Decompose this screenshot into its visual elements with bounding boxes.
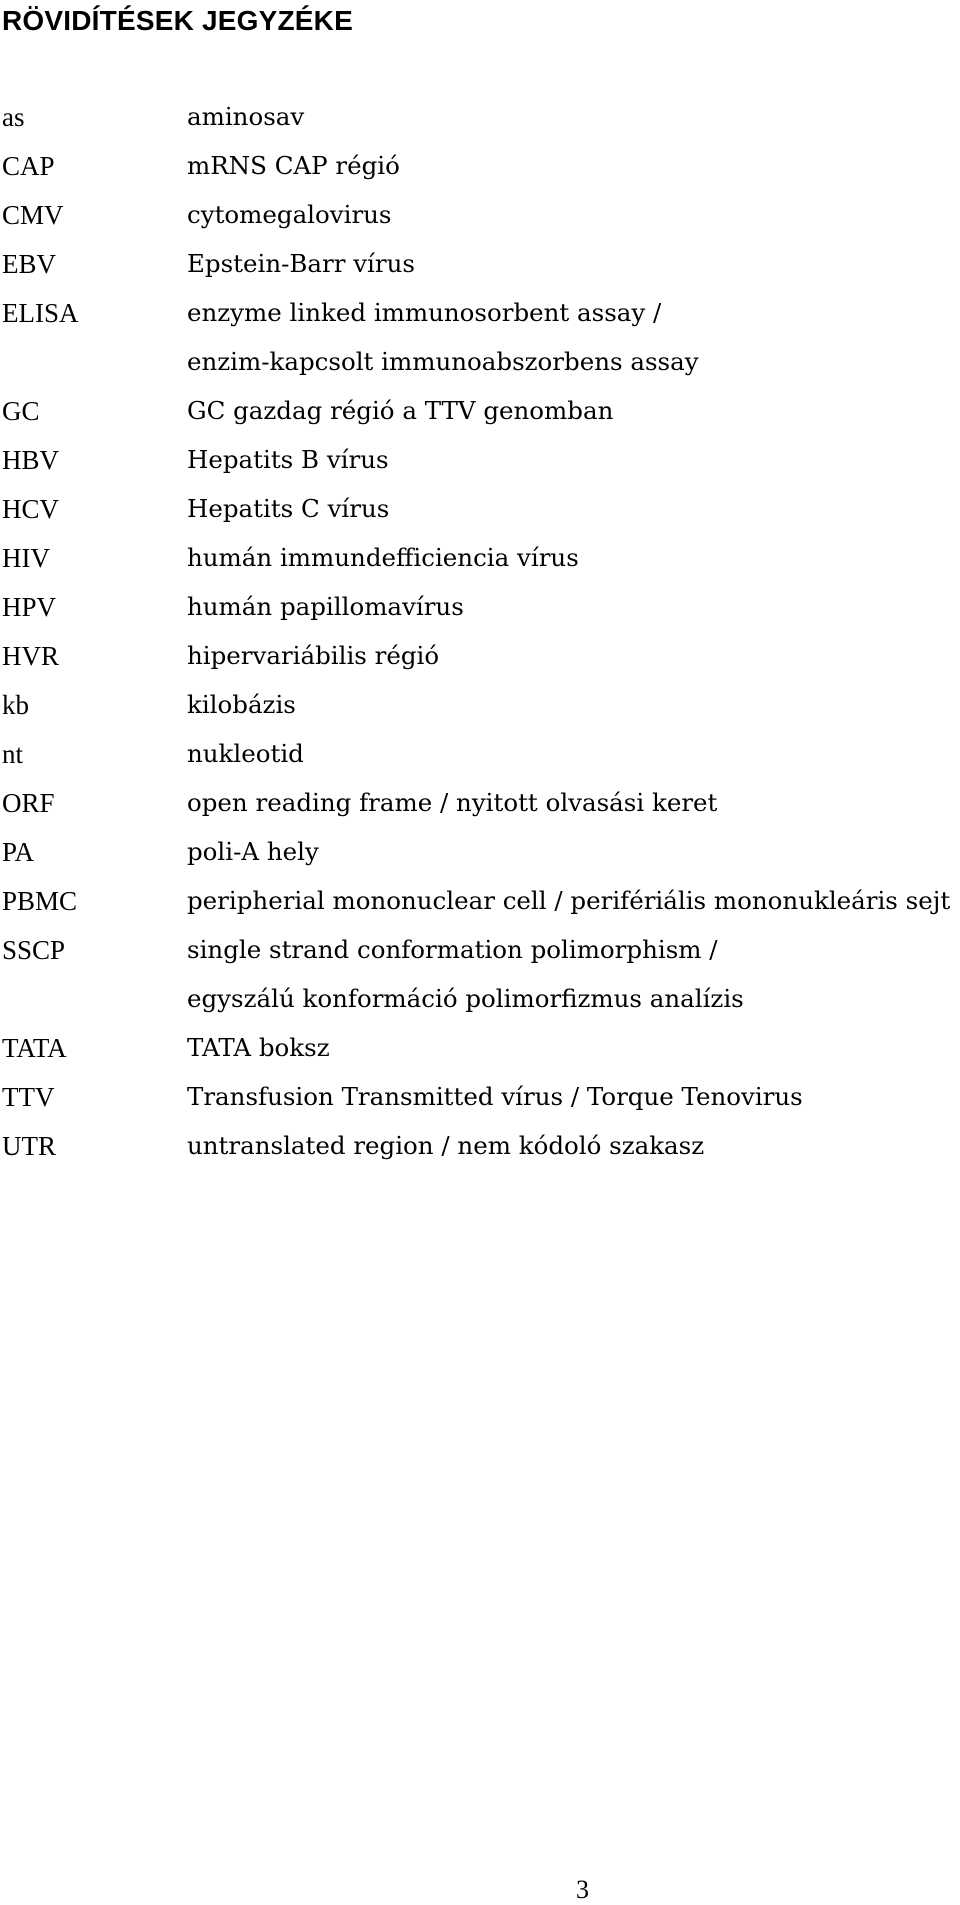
abbreviation-term: kb (2, 690, 29, 720)
abbreviation-row (0, 737, 960, 786)
abbreviation-definition: Hepatits B vírus (187, 445, 389, 474)
abbreviation-definition: single strand conformation polimorphism / (187, 935, 718, 964)
abbreviation-row (0, 492, 960, 541)
abbreviation-term: HIV (2, 543, 50, 573)
abbreviation-row (0, 541, 960, 590)
abbreviation-definition: enzim-kapcsolt immunoabszorbens assay (187, 347, 699, 376)
abbreviation-definition: GC gazdag régió a TTV genomban (187, 396, 614, 425)
abbreviation-definition: untranslated region / nem kódoló szakasz (187, 1131, 705, 1160)
abbreviation-row (0, 639, 960, 688)
abbreviation-definition: TATA boksz (187, 1033, 330, 1062)
abbreviation-term: nt (2, 739, 24, 769)
abbreviation-term: CMV (2, 200, 64, 230)
abbreviation-row (0, 884, 960, 933)
abbreviation-definition: Epstein-Barr vírus (187, 249, 415, 278)
abbreviation-term: HVR (2, 641, 60, 671)
abbreviation-definition: Transfusion Transmitted vírus / Torque Tenovirus (187, 1082, 803, 1111)
abbreviation-row (0, 149, 960, 198)
abbreviation-row (0, 786, 960, 835)
abbreviation-row (0, 394, 960, 443)
abbreviation-list (0, 100, 960, 1178)
abbreviation-term: HCV (2, 494, 60, 524)
abbreviation-term: as (2, 102, 25, 132)
abbreviation-row (0, 198, 960, 247)
abbreviation-row (0, 835, 960, 884)
abbreviation-definition: aminosav (187, 102, 305, 131)
abbreviation-term: SSCP (2, 935, 66, 965)
abbreviation-row-continuation (0, 345, 960, 394)
abbreviation-term: PBMC (2, 886, 78, 916)
abbreviation-term: ELISA (2, 298, 79, 328)
abbreviation-definition: humán papillomavírus (187, 592, 464, 621)
abbreviation-definition: cytomegalovirus (187, 200, 392, 229)
abbreviation-row (0, 1129, 960, 1178)
abbreviation-term: ORF (2, 788, 55, 818)
abbreviation-term: UTR (2, 1131, 56, 1161)
abbreviation-term: EBV (2, 249, 56, 279)
abbreviation-term: HPV (2, 592, 57, 622)
abbreviation-definition: Hepatits C vírus (187, 494, 390, 523)
abbreviation-definition: hipervariábilis régió (187, 641, 440, 670)
abbreviation-term: CAP (2, 151, 55, 181)
abbreviation-row (0, 1031, 960, 1080)
abbreviation-term: TTV (2, 1082, 55, 1112)
abbreviation-definition: enzyme linked immunosorbent assay / (187, 298, 662, 327)
page-title: RÖVIDÍTÉSEK JEGYZÉKE (2, 5, 353, 36)
abbreviation-term: GC (2, 396, 40, 426)
abbreviation-row (0, 443, 960, 492)
abbreviation-row (0, 247, 960, 296)
abbreviation-definition: humán immundefficiencia vírus (187, 543, 579, 572)
abbreviation-term: TATA (2, 1033, 67, 1063)
page-number: 3 (576, 1875, 589, 1904)
abbreviation-term: HBV (2, 445, 60, 475)
abbreviation-definition: egyszálú konformáció polimorfizmus analízis (187, 984, 744, 1013)
abbreviation-definition: mRNS CAP régió (187, 151, 400, 180)
abbreviation-definition: peripherial mononuclear cell / perifériális mononukleáris sejt (187, 886, 951, 915)
abbreviation-definition: poli-A hely (187, 837, 319, 866)
abbreviation-row (0, 296, 960, 345)
abbreviation-definition: nukleotid (187, 739, 304, 768)
abbreviation-row (0, 100, 960, 149)
abbreviation-row (0, 1080, 960, 1129)
abbreviation-definition: kilobázis (187, 690, 296, 719)
abbreviation-row-continuation (0, 982, 960, 1031)
abbreviation-definition: open reading frame / nyitott olvasási keret (187, 788, 718, 817)
abbreviation-row (0, 688, 960, 737)
abbreviation-row (0, 933, 960, 982)
abbreviation-row (0, 590, 960, 639)
abbreviation-term: PA (2, 837, 35, 867)
